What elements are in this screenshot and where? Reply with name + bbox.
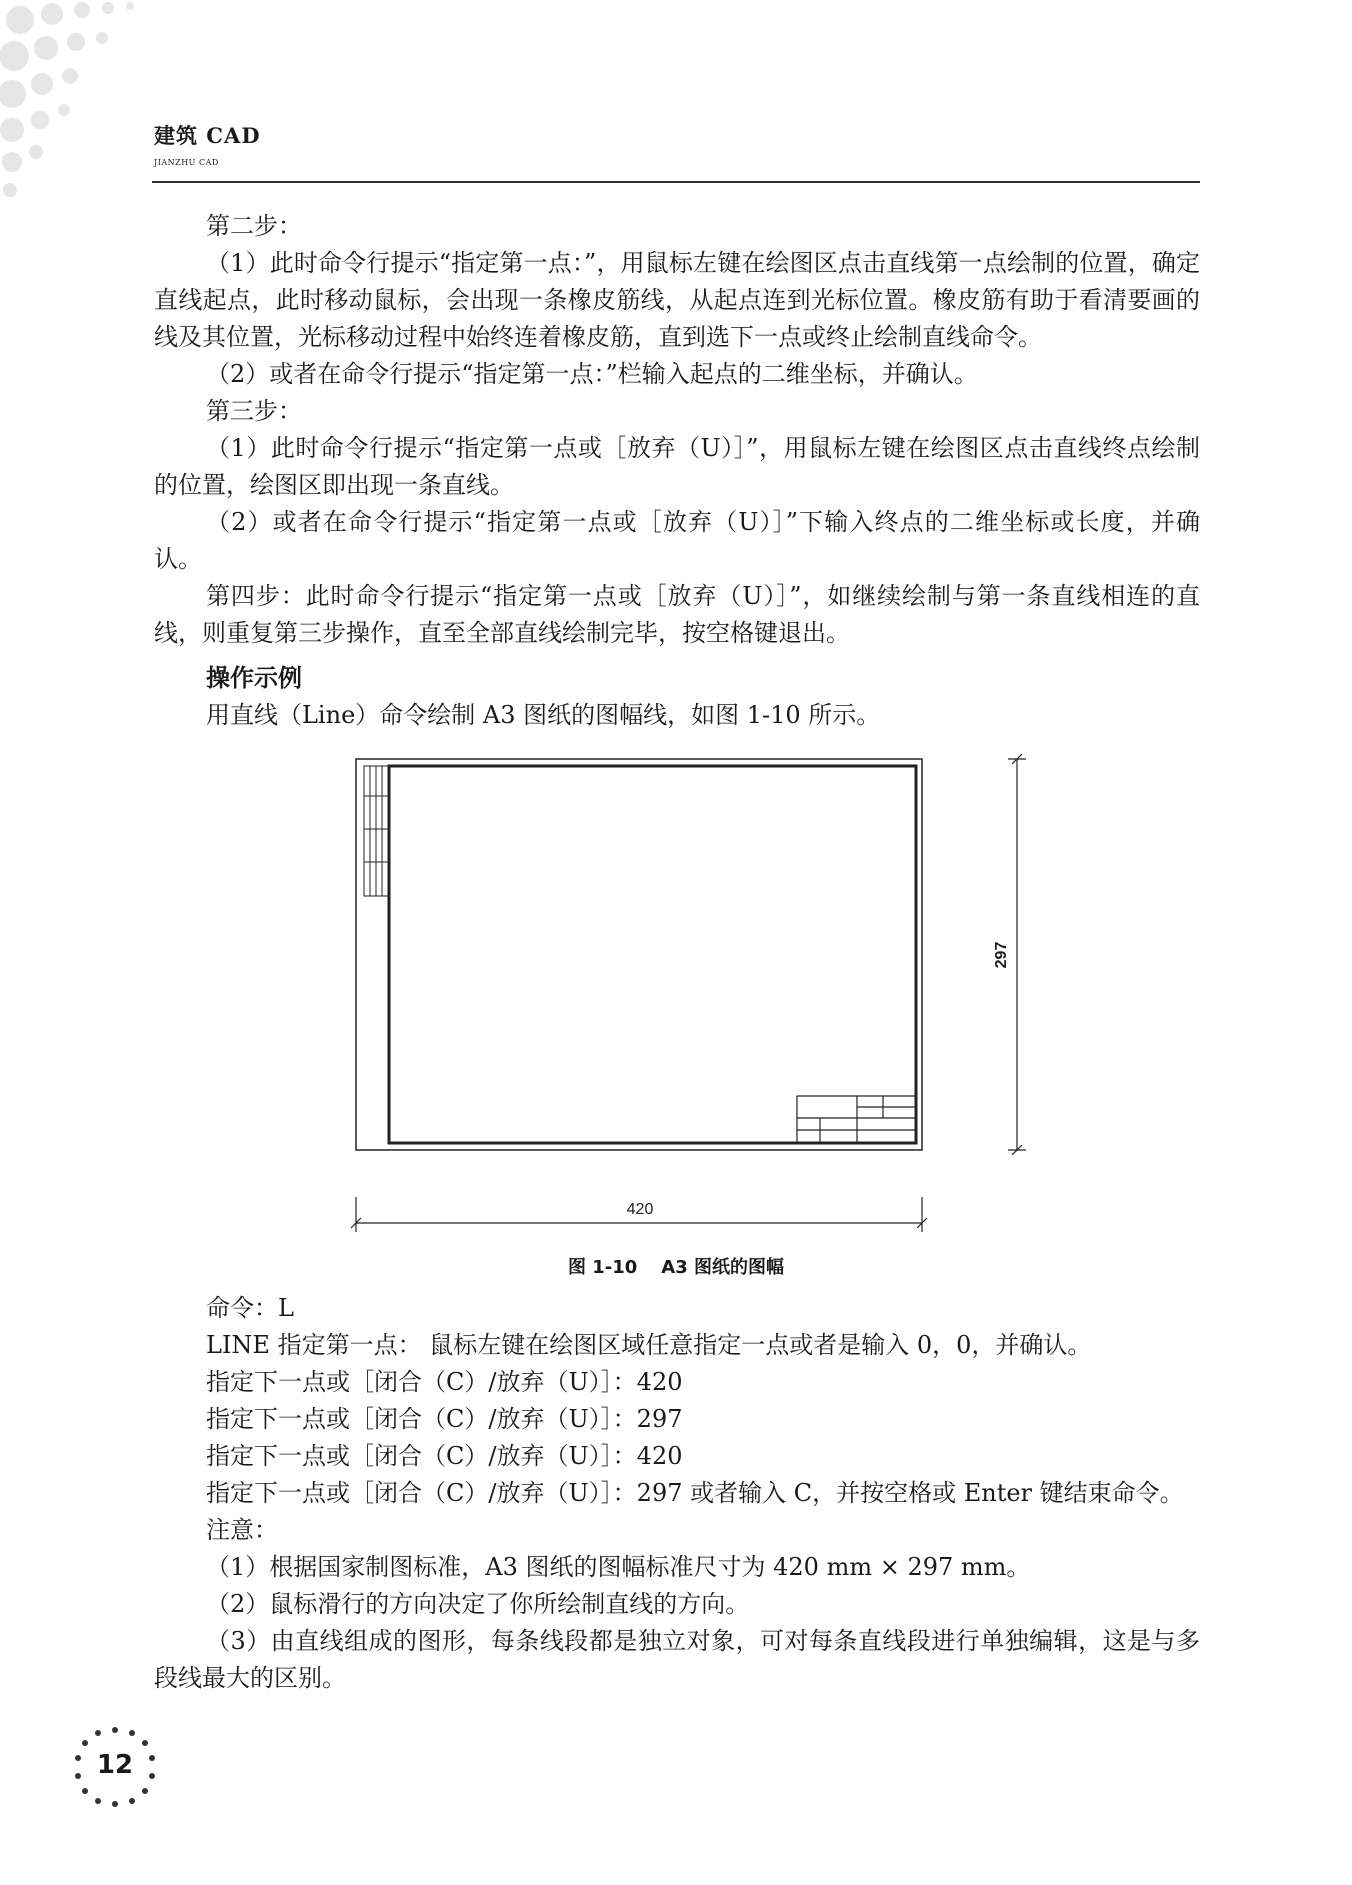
width-dimension-label: 420 xyxy=(626,1201,654,1218)
section-heading: 操作示例 xyxy=(206,664,302,692)
figure-title: A3 图纸的图幅 xyxy=(661,1257,785,1278)
page-number: 12 xyxy=(96,1750,134,1780)
command-line: 指定下一点或［闭合（C）/放弃（U）］：420 xyxy=(206,1368,683,1396)
paragraph: （1）此时命令行提示“指定第一点或［放弃（U）］”，用鼠标左键在绘图区点击直线终点绘制的位置，绘图区即出现一条直线。 xyxy=(154,434,1200,499)
height-dimension xyxy=(1008,754,1026,1155)
paragraph: （2）或者在命令行提示“指定第一点：”栏输入起点的二维坐标，并确认。 xyxy=(206,360,978,388)
command-line: 指定下一点或［闭合（C）/放弃（U）］：297 xyxy=(206,1405,683,1433)
figure-intro: 用直线（Line）命令绘制 A3 图纸的图幅线，如图 1-10 所示。 xyxy=(206,701,881,729)
paragraph: 第四步：此时命令行提示“指定第一点或［放弃（U）］”，如继续绘制与第一条直线相连的直线，则重复第三步操作，直至全部直线绘制完毕，按空格键退出。 xyxy=(154,582,1200,647)
title-block xyxy=(797,1096,916,1143)
command-listing xyxy=(154,1290,1200,1697)
note-item: （1）根据国家制图标准，A3 图纸的图幅标准尺寸为 420 mm × 297 mm。 xyxy=(206,1553,1031,1581)
note-item: （3）由直线组成的图形，每条线段都是独立对象，可对每条直线段进行单独编辑，这是与多段线最大的区别。 xyxy=(154,1627,1200,1692)
command-line: 指定下一点或［闭合（C）/放弃（U）］：297 或者输入 C，并按空格或 Enter 键结束命令。 xyxy=(206,1479,1184,1507)
note-label: 注意： xyxy=(206,1516,278,1544)
command-line: 指定下一点或［闭合（C）/放弃（U）］：420 xyxy=(206,1442,683,1470)
figure-number: 图 1-10 xyxy=(567,1257,638,1278)
paragraph: 第三步： xyxy=(206,397,302,425)
note-item: （2）鼠标滑行的方向决定了你所绘制直线的方向。 xyxy=(206,1590,750,1618)
page-number-badge xyxy=(70,1722,160,1812)
paper-border xyxy=(356,759,922,1150)
book-subtitle: JIANZHU CAD xyxy=(154,158,219,167)
paragraph: 第二步： xyxy=(206,212,302,240)
command-line: LINE 指定第一点： 鼠标左键在绘图区域任意指定一点或者是输入 0，0，并确认。 xyxy=(206,1331,1092,1359)
command-line: 命令：L xyxy=(206,1294,294,1322)
paragraph: （2）或者在命令行提示“指定第一点或［放弃（U）］”下输入终点的二维坐标或长度，并确认。 xyxy=(154,508,1200,573)
paragraph: （1）此时命令行提示“指定第一点：”，用鼠标左键在绘图区点击直线第一点绘制的位置，确定直线起点，此时移动鼠标，会出现一条橡皮筋线，从起点连到光标位置。橡皮筋有助于看清要画的线及其位置，光标移动过程中始终连着橡皮筋，直到选下一点或终止绘制直线命令。 xyxy=(154,249,1200,351)
binding-grid xyxy=(364,766,389,896)
drawing-frame xyxy=(389,766,916,1143)
figure-caption xyxy=(0,1253,1352,1279)
book-title: 建筑 CAD xyxy=(154,123,261,148)
height-dimension-label: 297 xyxy=(993,941,1010,969)
